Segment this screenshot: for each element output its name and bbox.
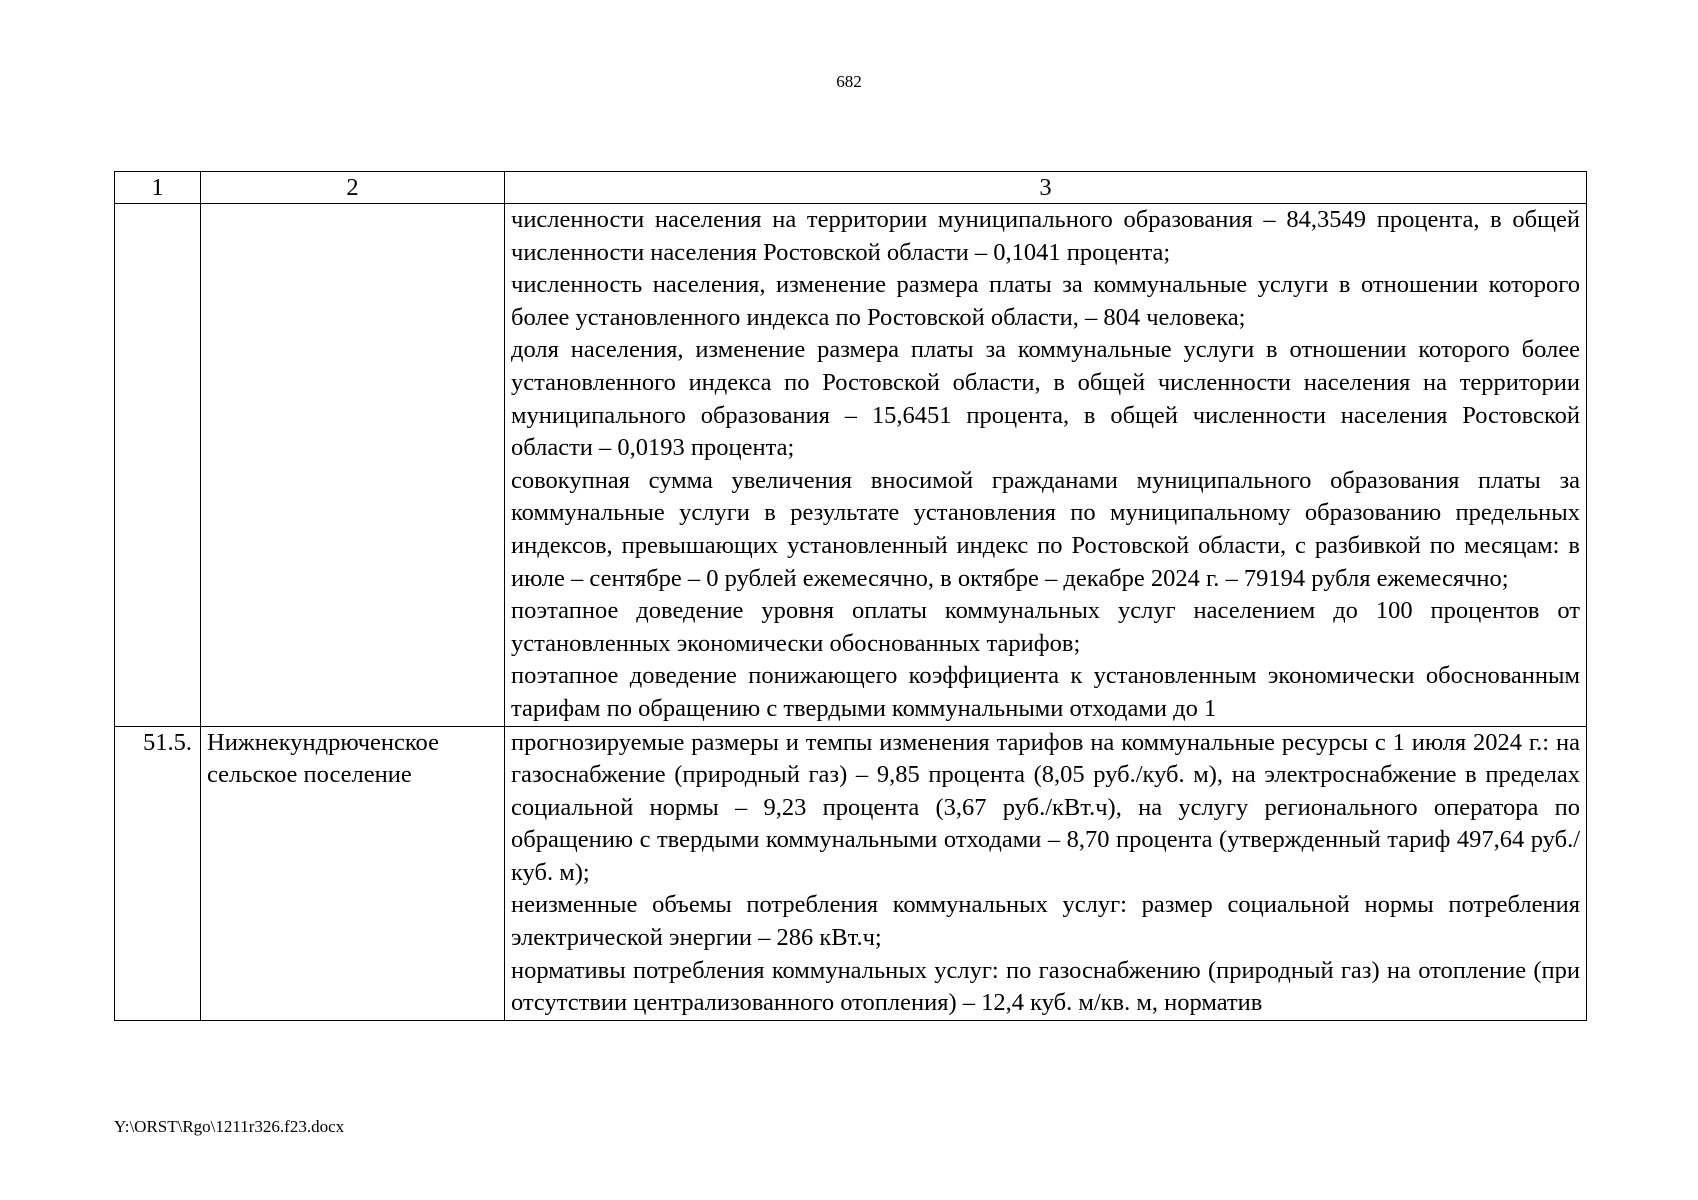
paragraph: нормативы потребления коммунальных услуг: по газоснабжению (природный газ) на отопление (при отсутствии централизованного отопления) – 12,4 куб. м/кв. м, норматив [511, 956, 1580, 1017]
row-name-cell: Нижнекундрюченское сельское поселение [201, 726, 505, 1020]
page-number: 682 [836, 72, 862, 91]
table-row [115, 204, 1587, 727]
paragraph: численность населения, изменение размера платы за коммунальные услуги в отношении которого более установленного индекса по Ростовской области, – 804 человека; [511, 271, 1580, 331]
row-number-cell: 51.5. [115, 726, 201, 1020]
row-number-cell [115, 204, 201, 727]
header-cell-3: 3 [505, 172, 1587, 204]
paragraph: поэтапное доведение уровня оплаты коммунальных услуг населением до 100 процентов от установленных экономически обоснованных тарифов; [511, 597, 1580, 657]
document-table [114, 171, 1587, 1021]
paragraph: доля населения, изменение размера платы за коммунальные услуги в отношении которого более установленного индекса по Ростовской области, в общей численности населения на территории муниципального образования – 15,6451 процента, в общей численности населения Ростовской области – 0,0193 процента; [511, 336, 1580, 462]
paragraph: прогнозируемые размеры и темпы изменения тарифов на коммунальные ресурсы с 1 июля 2024 г.: на газоснабжение (природный газ) – 9,85 процента (8,05 руб./куб. м), на электроснабжение в пределах социальной нормы – 9,23 процента (3,67 руб./кВт.ч), на услугу регионального оператора по обращению с твердыми коммунальными отходами – 8,70 процента (утвержденный тариф 497,64 руб./куб. м); [511, 728, 1580, 886]
row-text-cell [505, 204, 1587, 727]
table-row [115, 726, 1587, 1020]
footer-file-path: Y:\ORST\Rgo\1211r326.f23.docx [114, 1117, 345, 1136]
row-text-cell [505, 726, 1587, 1020]
paragraph: неизменные объемы потребления коммунальных услуг: размер социальной нормы потребления электрической энергии – 286 кВт.ч; [511, 891, 1580, 952]
table-header-row [115, 172, 1587, 204]
row-name-cell [201, 204, 505, 727]
header-cell-1: 1 [115, 172, 201, 204]
paragraph: численности населения на территории муниципального образования – 84,3549 процента, в общей численности населения Ростовской области – 0,1041 процента; [511, 206, 1580, 266]
header-cell-2: 2 [201, 172, 505, 204]
paragraph: поэтапное доведение понижающего коэффициента к установленным экономически обоснованным тарифам по обращению с твердыми коммунальными отходами до 1 [511, 662, 1580, 722]
paragraph: совокупная сумма увеличения вносимой гражданами муниципального образования платы за коммунальные услуги в результате установления по муниципальному образованию предельных индексов, превышающих установленный индекс по Ростовской области, с разбивкой по месяцам: в июле – сентябре – 0 рублей ежемесячно, в октябре – декабре 2024 г. – 79194 рубля ежемесячно; [511, 466, 1580, 592]
